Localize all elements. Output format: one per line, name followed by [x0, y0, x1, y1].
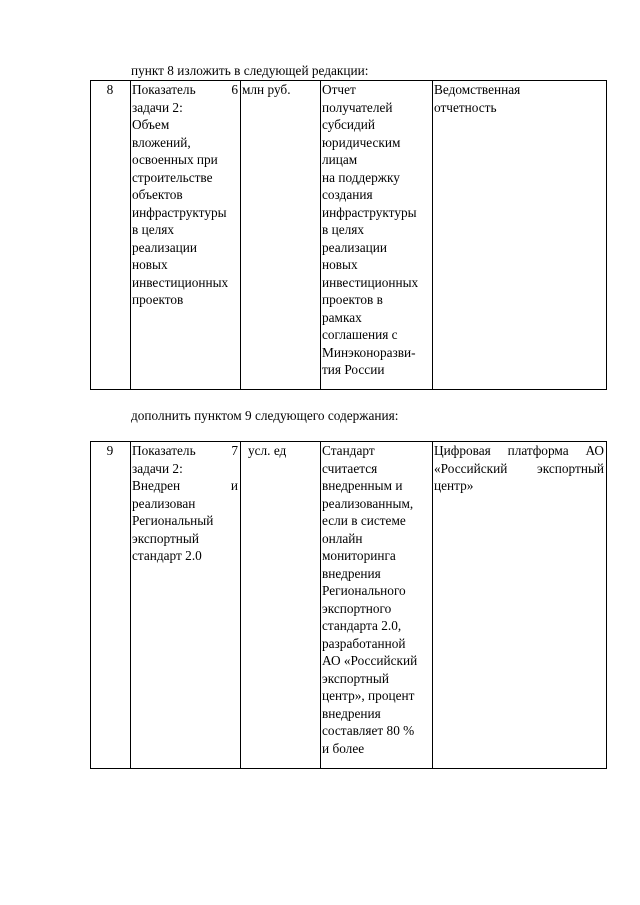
indicator-table-1	[90, 80, 607, 390]
method-line: внедрения	[322, 565, 381, 581]
indicator-line: реализации	[132, 239, 197, 255]
unit-text: усл. ед	[248, 443, 287, 458]
indicator-line: инвестиционных	[132, 274, 229, 290]
method-line: онлайн	[322, 530, 363, 546]
indicator-line: задачи 2:	[132, 99, 183, 115]
method-line: реализации	[322, 239, 387, 255]
method-line: юридическим	[322, 134, 401, 150]
method-line: субсидий	[322, 117, 375, 132]
method-line: мониторинга	[322, 548, 396, 563]
method-line: реализованным,	[322, 495, 414, 511]
method-line: стандарта 2.0,	[322, 618, 402, 633]
method-line: инвестиционных	[322, 274, 419, 290]
indicator-line: инфраструктуры	[132, 204, 227, 220]
method-line: если в системе	[322, 513, 406, 528]
method-line: тия России	[322, 362, 385, 377]
method-line: разработанной	[322, 635, 406, 651]
method-cell	[321, 81, 433, 390]
indicator-seq: 7	[231, 443, 238, 458]
indicator-word: Показатель	[132, 443, 196, 458]
indicator-line: Региональный	[132, 513, 214, 528]
method-line: новых	[322, 257, 358, 272]
instruction-paragraph-2: дополнить пунктом 9 следующего содержания:	[131, 408, 399, 423]
indicator-line: стандарт 2.0	[132, 548, 202, 563]
table-row	[91, 442, 607, 769]
method-line: АО «Российский	[322, 653, 418, 668]
method-line: рамках	[322, 309, 362, 325]
indicator-seq: 6	[231, 82, 238, 97]
method-line: внедрения	[322, 705, 381, 721]
method-line: внедренным и	[322, 478, 403, 493]
indicator-line: в целях	[132, 222, 175, 237]
indicator-line: проектов	[132, 292, 184, 307]
indicator-line: новых	[132, 257, 168, 272]
source-cell	[433, 81, 607, 390]
method-line: и более	[322, 740, 365, 756]
indicator-line: строительстве	[132, 169, 213, 185]
method-line: экспортный	[322, 670, 389, 686]
method-line: инфраструктуры	[322, 204, 417, 220]
table-row	[91, 81, 607, 390]
method-line: на поддержку	[322, 169, 400, 185]
indicator-table-2	[90, 441, 607, 769]
indicator-word: Внедрен	[132, 478, 181, 493]
indicator-line: объектов	[132, 187, 183, 202]
source-line: отчетность	[434, 99, 497, 115]
indicator-heading	[132, 81, 238, 99]
indicator-word: и	[230, 478, 238, 493]
method-line: составляет 80 %	[322, 723, 415, 738]
indicator-word: Показатель	[132, 82, 196, 97]
indicator-cell	[131, 81, 241, 390]
indicator-line: задачи 2:	[132, 460, 183, 476]
indicator-line: экспортный	[132, 530, 199, 546]
indicator-line: Объем	[132, 117, 170, 132]
method-line: проектов в	[322, 292, 383, 307]
method-line: Отчет	[322, 82, 356, 97]
method-line: Регионального	[322, 583, 406, 598]
instruction-paragraph-1: пункт 8 изложить в следующей редакции:	[131, 63, 369, 78]
row-number: 9	[91, 442, 131, 769]
indicator-line-justified	[132, 477, 238, 495]
method-line: соглашения с	[322, 327, 398, 342]
source-line: Ведомственная	[434, 82, 521, 97]
unit-cell	[241, 442, 321, 769]
row-number: 8	[91, 81, 131, 390]
method-line: центр», процент	[322, 688, 415, 703]
method-cell	[321, 442, 433, 769]
method-line: получателей	[322, 99, 393, 115]
source-cell	[433, 442, 607, 769]
indicator-line: реализован	[132, 495, 196, 511]
method-line: Минэконоразви-	[322, 344, 416, 360]
indicator-line: освоенных при	[132, 152, 218, 167]
method-line: считается	[322, 460, 378, 476]
method-line: Стандарт	[322, 443, 375, 458]
unit-cell: млн руб.	[241, 81, 321, 390]
indicator-cell	[131, 442, 241, 769]
indicator-heading	[132, 442, 238, 460]
method-line: лицам	[322, 152, 358, 167]
method-line: экспортного	[322, 600, 392, 616]
method-line: создания	[322, 187, 373, 202]
indicator-line: вложений,	[132, 134, 191, 150]
method-line: в целях	[322, 222, 365, 237]
source-text: Цифровая платформа АО «Российский экспортный центр»	[434, 443, 604, 493]
